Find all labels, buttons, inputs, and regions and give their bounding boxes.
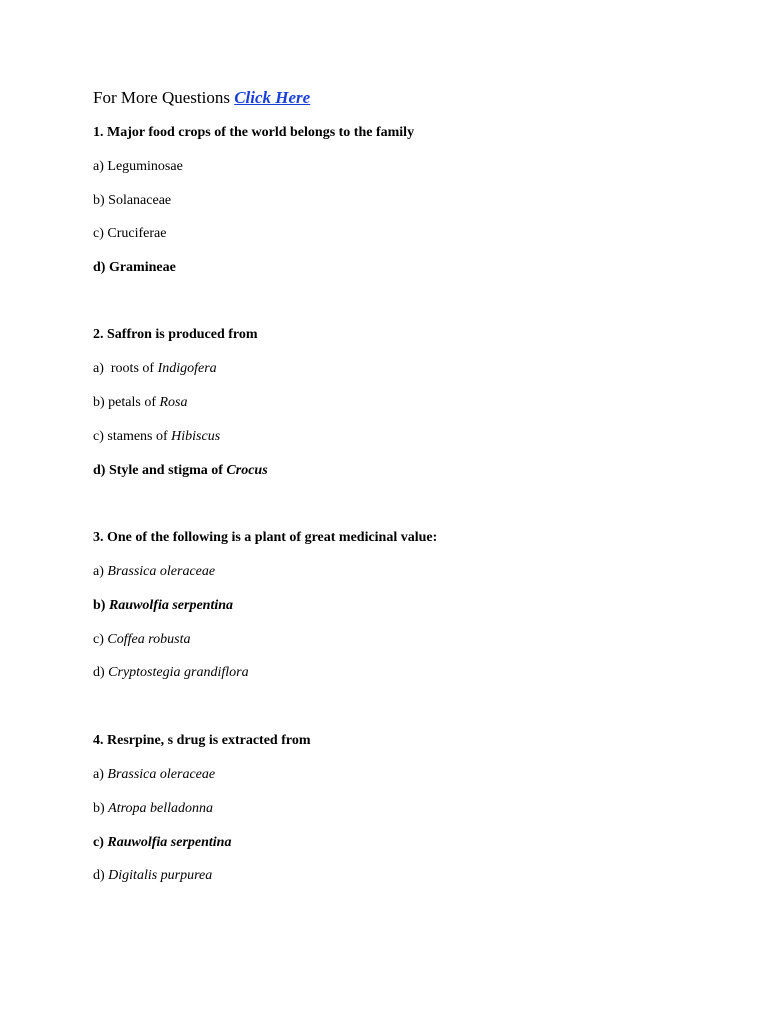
option-text: petals of	[108, 395, 160, 410]
option-text: Style and stigma of	[108, 463, 227, 478]
option-1d-answer	[93, 259, 176, 277]
question-4: 4. Resrpine, s drug is extracted from	[93, 733, 311, 748]
option-prefix: a)	[93, 159, 108, 174]
option-italic-text: Crocus	[226, 463, 268, 478]
option-prefix: b)	[93, 395, 109, 410]
option-text: Cruciferae	[107, 226, 167, 241]
option-italic-text: Hibiscus	[171, 429, 221, 444]
option-italic-text: Cryptostegia grandiflora	[108, 665, 249, 680]
option-prefix: c)	[93, 429, 108, 444]
header-text: For More Questions	[93, 88, 235, 107]
option-prefix: d)	[93, 463, 109, 478]
option-prefix: c)	[93, 226, 108, 241]
option-prefix: d)	[93, 665, 109, 680]
option-2b	[93, 394, 188, 412]
option-prefix: a)	[93, 564, 108, 579]
option-italic-text: Rosa	[159, 395, 188, 410]
option-text: Leguminosae	[107, 159, 183, 174]
option-prefix: a)	[93, 767, 108, 782]
option-2c	[93, 428, 220, 446]
option-4a	[93, 766, 215, 784]
option-prefix: d)	[93, 868, 109, 883]
option-prefix: d)	[93, 260, 109, 275]
option-italic-text: Coffea robusta	[107, 632, 191, 647]
option-text: stamens of	[107, 429, 172, 444]
option-4d	[93, 867, 212, 885]
option-2a	[93, 360, 217, 378]
option-3a	[93, 563, 215, 581]
option-italic-text: Rauwolfia serpentina	[107, 835, 232, 850]
question-2: 2. Saffron is produced from	[93, 327, 258, 342]
option-prefix: b)	[93, 801, 109, 816]
header-line	[93, 88, 310, 108]
option-4c-answer	[93, 834, 231, 852]
option-text: Solanaceae	[108, 193, 172, 208]
option-text: Gramineae	[108, 260, 176, 275]
option-prefix: b)	[93, 598, 109, 613]
option-3c	[93, 631, 191, 649]
question-3: 3. One of the following is a plant of great medicinal value:	[93, 530, 438, 545]
option-1a	[93, 158, 183, 176]
option-prefix: c)	[93, 632, 108, 647]
option-prefix: b)	[93, 193, 109, 208]
option-3d	[93, 664, 249, 682]
option-italic-text: Brassica oleraceae	[107, 564, 216, 579]
option-text: roots of	[110, 361, 158, 376]
option-1b	[93, 192, 171, 210]
option-3b-answer	[93, 597, 233, 615]
option-prefix: c)	[93, 835, 108, 850]
option-italic-text: Atropa belladonna	[108, 801, 214, 816]
option-1c	[93, 225, 166, 243]
option-4b	[93, 800, 213, 818]
option-2d-answer	[93, 462, 268, 480]
click-here-link[interactable]: Click Here	[234, 88, 311, 107]
option-italic-text: Indigofera	[157, 361, 217, 376]
option-italic-text: Rauwolfia serpentina	[108, 598, 234, 613]
option-italic-text: Digitalis purpurea	[108, 868, 213, 883]
option-prefix: a)	[93, 361, 111, 376]
question-1: 1. Major food crops of the world belongs to the family	[93, 125, 415, 140]
option-italic-text: Brassica oleraceae	[107, 767, 216, 782]
